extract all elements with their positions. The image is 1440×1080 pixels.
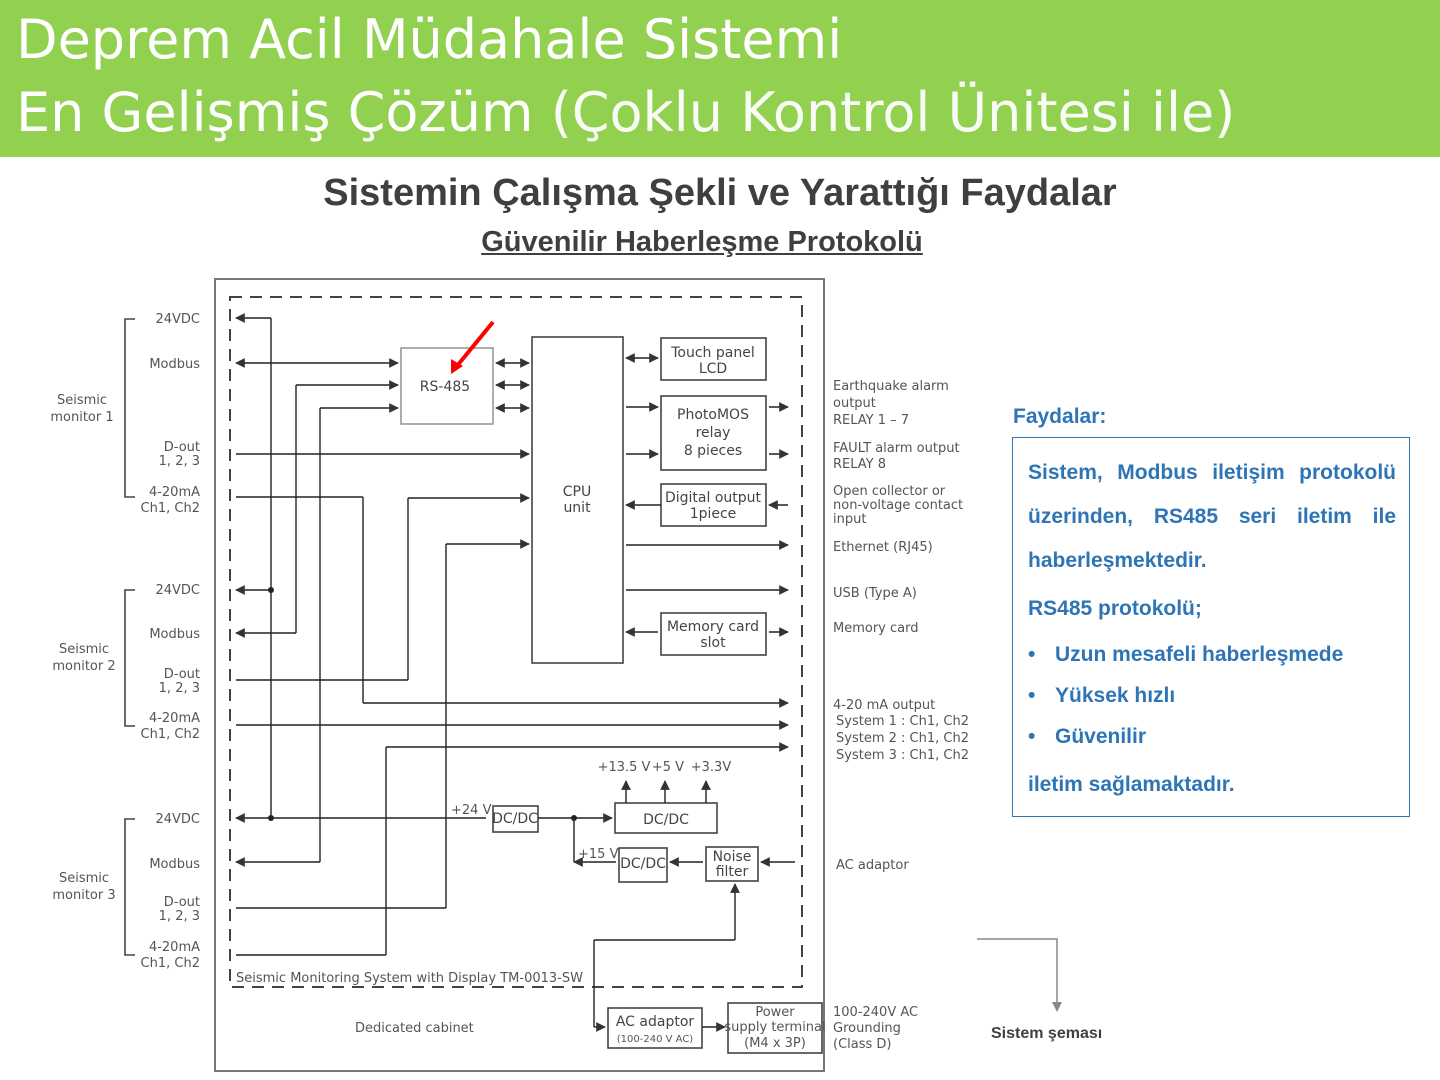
benefits-list — [1028, 643, 1343, 766]
rs485-box-label: RS-485 — [419, 379, 471, 395]
power-terminal-line2: supply terminal — [724, 1020, 826, 1035]
input-oc-line3: input — [833, 512, 867, 527]
bullet-icon: • — [1028, 684, 1036, 707]
monitor1-name-line1: Seismic — [56, 393, 108, 408]
benefits-closing: iletim sağlamaktadır. — [1028, 773, 1235, 796]
list-item — [1028, 643, 1343, 684]
monitor1-24vdc-label: 24VDC — [155, 312, 200, 327]
rail-5v-label: +5 V — [651, 760, 685, 775]
photomos-line1: PhotoMOS — [677, 407, 749, 423]
output-memory-card: Memory card — [833, 621, 919, 636]
list-item — [1028, 684, 1343, 725]
input-power-line2: Grounding — [833, 1021, 901, 1036]
dcdc-small-label: DC/DC — [492, 811, 538, 827]
digital-output-line2: 1piece — [689, 506, 737, 522]
section-subtitle — [0, 226, 1440, 259]
rail-3v3-label: +3.3V — [690, 760, 732, 775]
benefit-item-text: Güvenilir — [1055, 725, 1147, 748]
input-oc-line1: Open collector or — [833, 484, 946, 499]
highlight-arrow — [457, 322, 493, 366]
memory-slot-line1: Memory card — [666, 619, 760, 635]
cpu-label-line2: unit — [563, 500, 591, 516]
digital-output-line1: Digital output — [664, 490, 762, 506]
monitor1-name-line2: monitor 1 — [50, 410, 114, 425]
power-terminal-line1: Power — [755, 1005, 795, 1020]
monitor1-dout-channels: 1, 2, 3 — [158, 454, 200, 469]
output-420ma-line3: System 2 : Ch1, Ch2 — [836, 731, 969, 746]
touch-panel-line2: LCD — [698, 361, 728, 377]
monitor2-420ma-channels: Ch1, Ch2 — [140, 727, 200, 742]
monitor3-24vdc-label: 24VDC — [155, 812, 200, 827]
input-power-line3: (Class D) — [833, 1037, 892, 1052]
monitor3-name-line1: Seismic — [58, 871, 110, 886]
section-subtitle-text: Güvenilir Haberleşme Protokolü — [481, 226, 923, 258]
input-ac-adaptor: AC adaptor — [836, 858, 909, 873]
monitor2-24vdc-label: 24VDC — [155, 583, 200, 598]
cabinet-label: Dedicated cabinet — [355, 1021, 474, 1036]
benefits-rs485-heading: RS485 protokolü; — [1028, 597, 1202, 620]
monitor3-dout-label: D-out — [163, 895, 200, 910]
v24-label: +24 V — [451, 803, 492, 818]
output-fault-line1: FAULT alarm output — [833, 441, 960, 456]
monitor1-420ma-channels: Ch1, Ch2 — [140, 501, 200, 516]
benefits-box — [1012, 437, 1410, 817]
benefit-item-text: Yüksek hızlı — [1055, 684, 1176, 707]
cpu-label-line1: CPU — [562, 484, 592, 500]
title-line-2 — [16, 83, 1235, 143]
monitor3-420ma-channels: Ch1, Ch2 — [140, 956, 200, 971]
title-line-2-paren: (Çoklu Kontrol Ünitesi ile) — [550, 81, 1236, 144]
section-title: Sistemin Çalışma Şekli ve Yarattığı Faydalar — [323, 172, 1117, 214]
benefits-title: Faydalar: — [1013, 405, 1107, 428]
system-diagram — [0, 260, 1000, 1080]
output-420ma-line4: System 3 : Ch1, Ch2 — [836, 748, 969, 763]
list-item — [1028, 725, 1343, 766]
monitor1-modbus-label: Modbus — [149, 357, 200, 372]
output-420ma-line2: System 1 : Ch1, Ch2 — [836, 714, 969, 729]
diagram-caption: Sistem şeması — [991, 1025, 1103, 1042]
monitor2-dout-label: D-out — [163, 667, 200, 682]
touch-panel-line1: Touch panel — [671, 345, 755, 361]
output-eq-line2: output — [833, 396, 876, 411]
monitor2-name-line1: Seismic — [58, 642, 110, 657]
caption-connector — [970, 935, 1070, 1015]
photomos-line3: 8 pieces — [683, 443, 743, 459]
output-eq-line3: RELAY 1 – 7 — [833, 413, 910, 428]
rail-13v5-label: +13.5 V — [597, 760, 651, 775]
output-420ma-line1: 4-20 mA output — [833, 698, 936, 713]
monitor2-modbus-label: Modbus — [149, 627, 200, 642]
output-usb: USB (Type A) — [833, 586, 917, 601]
v15-label: +15 V — [578, 847, 619, 862]
monitor2-dout-channels: 1, 2, 3 — [158, 681, 200, 696]
power-terminal-line3: (M4 x 3P) — [744, 1036, 806, 1051]
title-line-1: Deprem Acil Müdahale Sistemi — [16, 8, 843, 71]
monitor3-dout-channels: 1, 2, 3 — [158, 909, 200, 924]
monitor1-420ma-label: 4-20mA — [148, 485, 200, 500]
output-ethernet: Ethernet (RJ45) — [833, 540, 933, 555]
monitor2-name-line2: monitor 2 — [52, 659, 116, 674]
monitor1-dout-label: D-out — [163, 440, 200, 455]
monitor3-name-line2: monitor 3 — [52, 888, 116, 903]
monitor3-modbus-label: Modbus — [149, 857, 200, 872]
input-oc-line2: non-voltage contact — [833, 498, 964, 513]
memory-slot-line2: slot — [700, 635, 726, 651]
bullet-icon: • — [1028, 725, 1036, 748]
output-eq-line1: Earthquake alarm — [833, 379, 949, 394]
photomos-line2: relay — [695, 425, 731, 441]
monitor2-420ma-label: 4-20mA — [148, 711, 200, 726]
benefit-item-text: Uzun mesafeli haberleşmede — [1055, 643, 1344, 666]
dcdc-main-label: DC/DC — [643, 812, 689, 828]
monitor3-420ma-label: 4-20mA — [148, 940, 200, 955]
noise-filter-line2: filter — [715, 864, 749, 880]
bullet-icon: • — [1028, 643, 1036, 666]
benefits-intro: Sistem, Modbus iletişim protokolü üzerinden, RS485 seri iletim ile haberleşmektedir. — [1028, 461, 1396, 572]
title-line-2-main: En Gelişmiş Çözüm — [16, 81, 534, 144]
input-power-line1: 100-240V AC — [833, 1005, 919, 1020]
ac-adaptor-line1: AC adaptor — [615, 1014, 695, 1030]
output-fault-line2: RELAY 8 — [833, 457, 887, 472]
system-boundary-label: Seismic Monitoring System with Display TM-0013-SW — [236, 971, 583, 986]
ac-adaptor-line2: (100-240 V AC) — [616, 1034, 694, 1045]
dcdc-15v-label: DC/DC — [620, 856, 666, 872]
noise-filter-line1: Noise — [712, 849, 752, 865]
title-banner — [0, 0, 1440, 157]
